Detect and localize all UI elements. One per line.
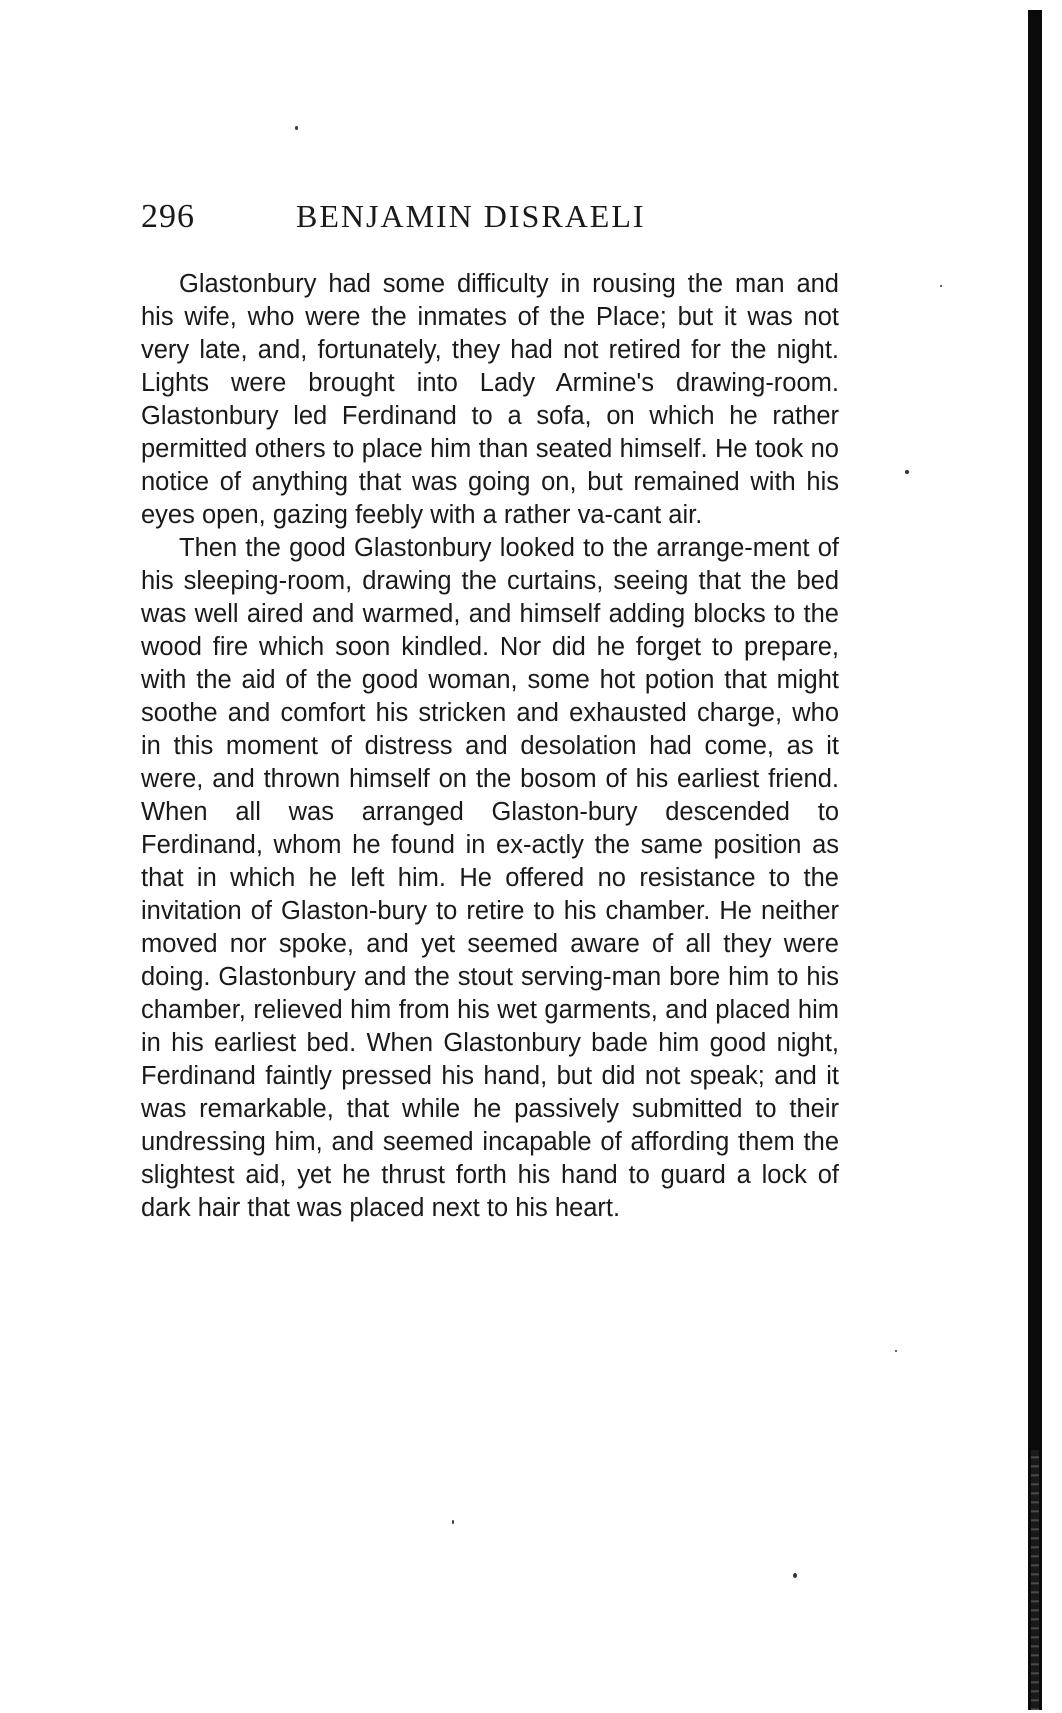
page-header (141, 198, 841, 248)
running-head: BENJAMIN DISRAELI (296, 198, 646, 234)
print-speck (895, 1350, 897, 1352)
paragraph: Then the good Glastonbury looked to the arrange-ment of his sleeping-room, drawing the curtains, seeing that the bed was well aired and warmed, and himself adding blocks to the wood fire which soon kindled. Nor did he forget to prepare, with the aid of the good woman, some hot potion that might soothe and comfort his stricken and exhausted charge, who in this moment of distress and desolation had come, as it were, and thrown himself on the bosom of his earliest friend. When all was arranged Glaston-bury descended to Ferdinand, whom he found in ex-actly the same position as that in which he left him. He offered no resistance to the invitation of Glaston-bury to retire to his chamber. He neither moved nor spoke, and yet seemed aware of all they were doing. Glastonbury and the stout serving-man bore him to his chamber, relieved him from his wet garments, and placed him in his earliest bed. When Glastonbury bade him good night, Ferdinand faintly pressed his hand, but did not speak; and it was remarkable, that while he passively submitted to their undressing him, and seemed incapable of affording them the slightest aid, yet he thrust forth his hand to guard a lock of dark hair that was placed next to his heart. (141, 534, 839, 1222)
print-speck (452, 1520, 454, 1524)
paragraph: Glastonbury had some difficulty in rousing the man and his wife, who were the inmates of the Place; but it was not very late, and, fortunately, they had not retired for the night. Lights were brought into Lady Armine's drawing-room. Glastonbury led Ferdinand to a sofa, on which he rather permitted others to place him than seated himself. He took no notice of anything that was going on, but remained with his eyes open, gazing feebly with a rather va-cant air. (141, 270, 839, 529)
print-speck (940, 285, 942, 287)
page-binding-edge (1028, 10, 1042, 1710)
print-speck (905, 470, 909, 474)
print-speck (793, 1573, 797, 1578)
body-text (141, 268, 839, 1225)
page-number: 296 (141, 198, 195, 235)
print-speck (295, 126, 298, 130)
